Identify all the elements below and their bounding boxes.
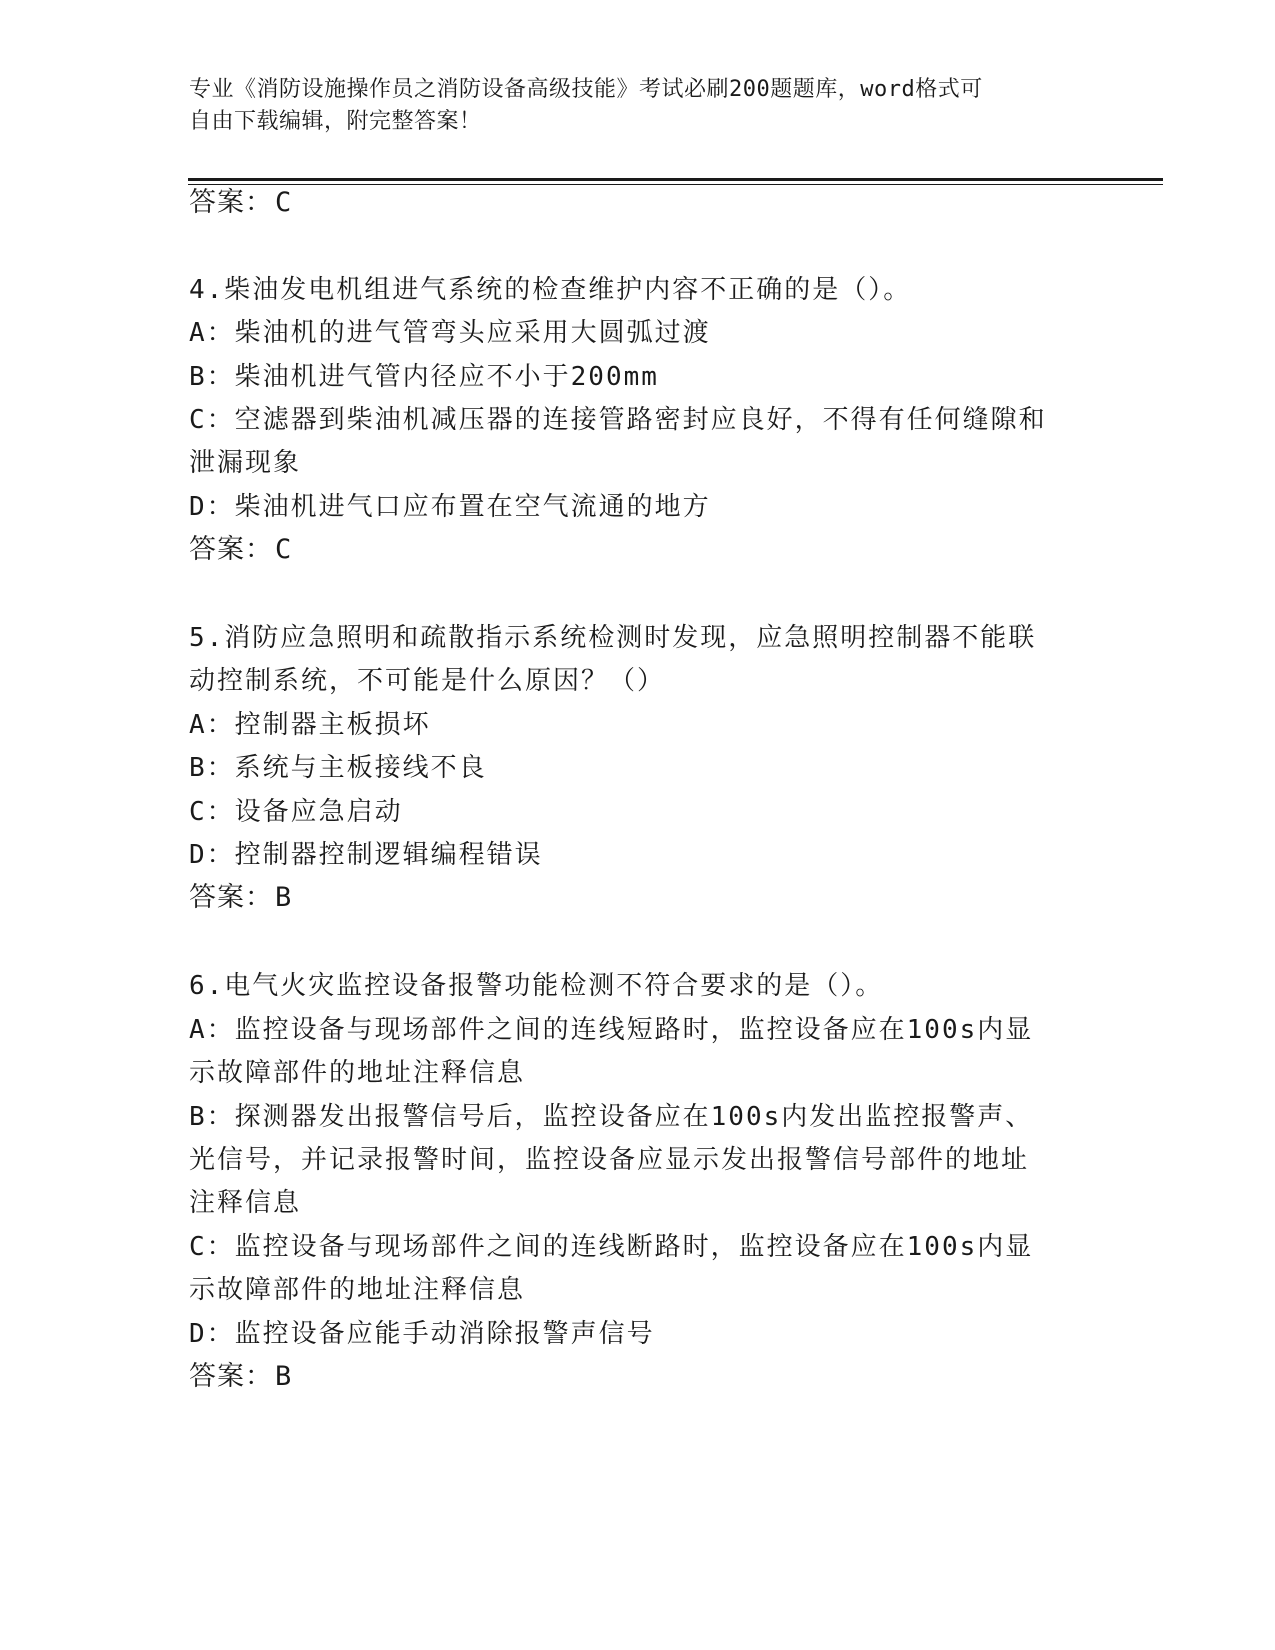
header-rule-thick [188,178,1163,181]
q4-stem-line-1: 4.柴油发电机组进气系统的检查维护内容不正确的是（）。 [189,275,912,305]
answer-label: 答案： [189,187,273,218]
q5-answer-line [189,878,292,918]
q6-option-b-line-2: 光信号，并记录报警时间，监控设备应显示发出报警信号部件的地址 [189,1145,1030,1175]
q6-option-a-line-2: 示故障部件的地址注释信息 [189,1058,526,1088]
q6-option-b-line-3: 注释信息 [189,1188,302,1218]
q6-option-c-line-1: C：监控设备与现场部件之间的连线断路时，监控设备应在100s内显 [189,1232,1034,1262]
q5-option-b: B：系统与主板接线不良 [189,753,487,783]
answer-value: C [275,534,293,565]
answer-line-q3 [189,183,292,223]
q4-option-a: A：柴油机的进气管弯头应采用大圆弧过渡 [189,318,711,348]
q5-option-a: A：控制器主板损坏 [189,710,431,740]
q6-stem-line-1: 6.电气火灾监控设备报警功能检测不符合要求的是（）。 [189,971,884,1001]
q4-answer-line [189,530,292,570]
header-rule-thin [188,184,1163,185]
q6-option-d: D：监控设备应能手动消除报警声信号 [189,1319,655,1349]
q6-option-b-line-1: B：探测器发出报警信号后，监控设备应在100s内发出监控报警声、 [189,1102,1034,1132]
q6-option-a-line-1: A：监控设备与现场部件之间的连线短路时，监控设备应在100s内显 [189,1015,1034,1045]
q4-option-d: D：柴油机进气口应布置在空气流通的地方 [189,492,711,522]
header-line-2: 自由下载编辑，附完整答案！ [189,109,482,134]
q5-option-d: D：控制器控制逻辑编程错误 [189,840,543,870]
answer-label: 答案： [189,1361,273,1392]
q5-option-c: C：设备应急启动 [189,797,403,827]
answer-value: C [275,187,293,218]
answer-label: 答案： [189,534,273,565]
q4-option-c-line-1: C：空滤器到柴油机减压器的连接管路密封应良好，不得有任何缝隙和 [189,405,1047,435]
document-header [189,74,1089,138]
answer-label: 答案： [189,882,273,913]
q6-option-c-line-2: 示故障部件的地址注释信息 [189,1275,526,1305]
header-line-1: 专业《消防设施操作员之消防设备高级技能》考试必刷200题题库，word格式可 [189,77,983,102]
q4-option-b: B：柴油机进气管内径应不小于200mm [189,362,659,392]
q4-option-c-line-2: 泄漏现象 [189,448,302,478]
q5-stem-line-1: 5.消防应急照明和疏散指示系统检测时发现，应急照明控制器不能联 [189,623,1037,653]
answer-value: B [275,1361,293,1392]
answer-value: B [275,882,293,913]
q5-stem-line-2: 动控制系统，不可能是什么原因？（） [189,666,666,696]
q6-answer-line [189,1357,292,1397]
